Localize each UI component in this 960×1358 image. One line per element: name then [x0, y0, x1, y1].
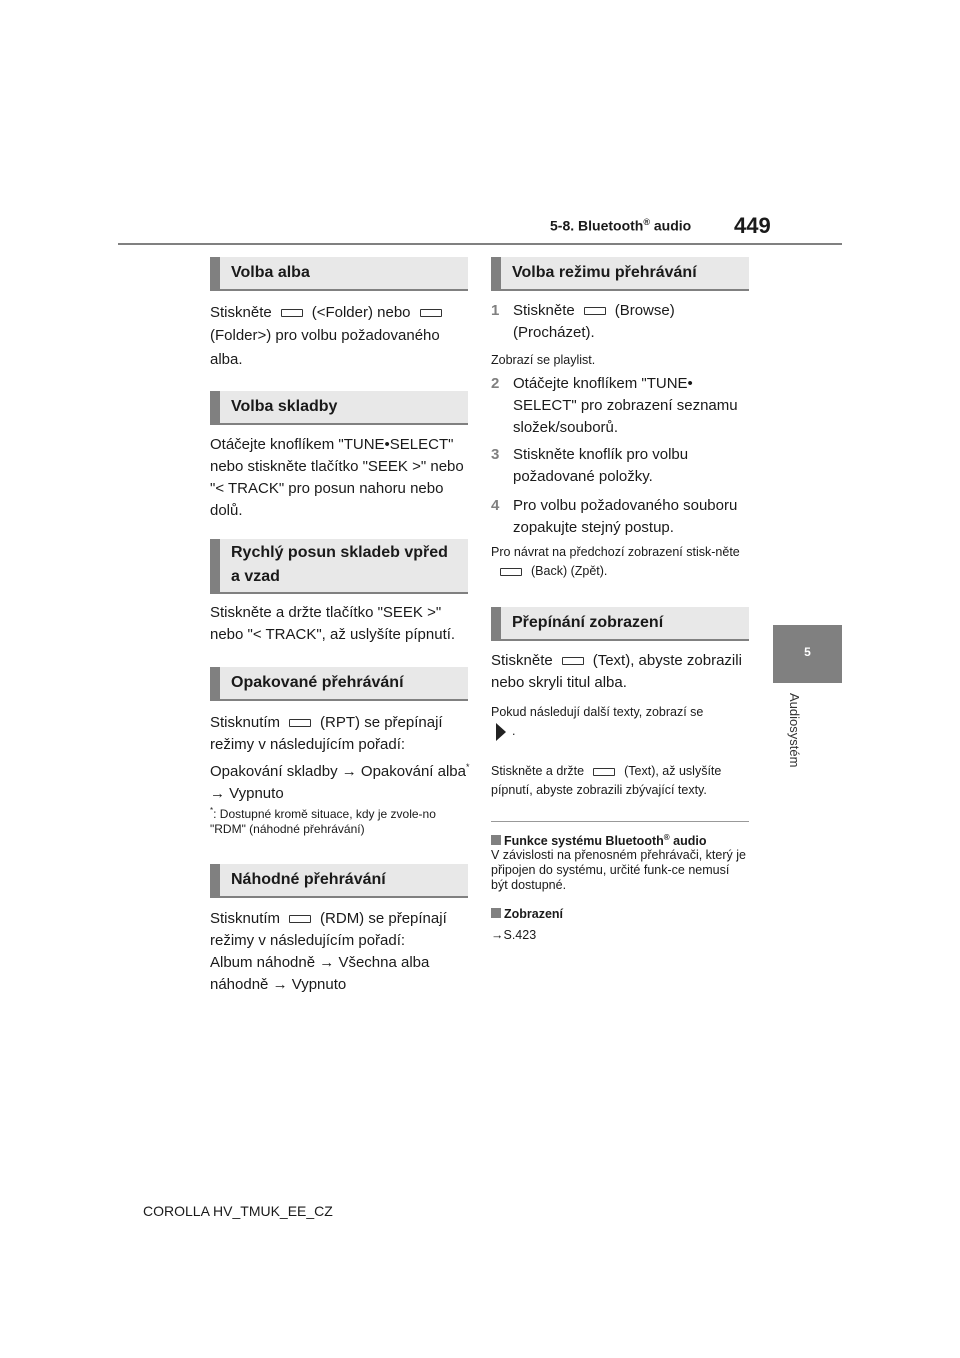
step-2: 2 Otáčejte knoflíkem "TUNE• SELECT" pro zobrazení seznamu složek/souborů. [491, 375, 738, 436]
button-icon [420, 309, 442, 317]
chapter-number: 5 [804, 645, 811, 659]
heading-shuffle: Náhodné přehrávání [210, 864, 468, 898]
shuffle-text: Stisknutím (RDM) se přepínají režimy v následujícím pořadí: Album náhodně → Všechna alba náhodně → Vypnuto [210, 910, 447, 993]
heading-track-select: Volba skladby [210, 391, 468, 425]
step-3: 3 Stiskněte knoflík pro volbu požadované položky. [491, 446, 689, 485]
playlist-note: Zobrazí se playlist. [491, 353, 596, 367]
more-text-arrow-icon [496, 723, 506, 741]
footer-model-code: COROLLA HV_TMUK_EE_CZ [143, 1203, 333, 1219]
fast-forward-text: Stiskněte a držte tlačítko "SEEK >" nebo "< TRACK", až uslyšíte pípnutí. [210, 604, 456, 643]
info-text-bluetooth: V závislosti na přenosném přehrávači, který je připojen do systému, určité funk-ce nemusí být dostupné. [491, 848, 746, 892]
remaining-text-note: Stiskněte a držte (Text), až uslyšíte pípnutí, abyste zobrazili zbývající texty. [491, 764, 722, 797]
page-number: 449 [734, 213, 771, 238]
heading-display-switch: Přepínání zobrazení [491, 607, 749, 641]
track-select-text: Otáčejte knoflíkem "TUNE•SELECT" nebo stiskněte tlačítko "SEEK >" nebo "< TRACK" pro posun nahoru nebo dolů. [210, 436, 464, 519]
display-switch-text: Stiskněte (Text), abyste zobrazili nebo skryli titul alba. [491, 652, 742, 691]
album-select-text: Stiskněte (<Folder) nebo (Folder>) pro volbu požadovaného alba. [210, 304, 440, 368]
header-divider [118, 243, 842, 245]
more-text-note: Pokud následují další texty, zobrazí se . [491, 703, 753, 741]
info-heading-display: Zobrazení [491, 905, 753, 924]
button-icon [500, 568, 522, 576]
button-icon [289, 915, 311, 923]
display-reference-link[interactable]: →S.423 [491, 928, 537, 942]
back-note: Pro návrat na předchozí zobrazení stisk-něte(Back) (Zpět). [491, 545, 740, 578]
heading-album-select: Volba alba [210, 257, 468, 291]
button-icon [584, 307, 606, 315]
button-icon [289, 719, 311, 727]
heading-repeat: Opakované přehrávání [210, 667, 468, 701]
square-bullet-icon [491, 908, 501, 918]
chapter-label: Audiosystém [787, 693, 802, 768]
step-1: 1 Stiskněte (Browse) (Procházet). [491, 302, 675, 341]
heading-playback-mode: Volba režimu přehrávání [491, 257, 749, 291]
step-4: 4 Pro volbu požadovaného souboru zopakujte stejný postup. [491, 497, 738, 536]
heading-fast-forward: Rychlý posun skladeb vpřed a vzad [210, 539, 468, 594]
info-heading-bluetooth: Funkce systému Bluetooth® audio [491, 828, 753, 851]
info-divider [491, 821, 749, 822]
button-icon [593, 768, 615, 776]
repeat-footnote: *: Dostupné kromě situace, kdy je zvole-no "RDM" (náhodné přehrávání) [210, 806, 436, 836]
button-icon [281, 309, 303, 317]
repeat-text: Stisknutím (RPT) se přepínají režimy v následujícím pořadí: Opakování skladby → Opakování alba* → Vypnuto [210, 714, 470, 802]
square-bullet-icon [491, 835, 501, 845]
section-title: 5-8. Bluetooth® audio [550, 217, 692, 234]
button-icon [562, 657, 584, 665]
